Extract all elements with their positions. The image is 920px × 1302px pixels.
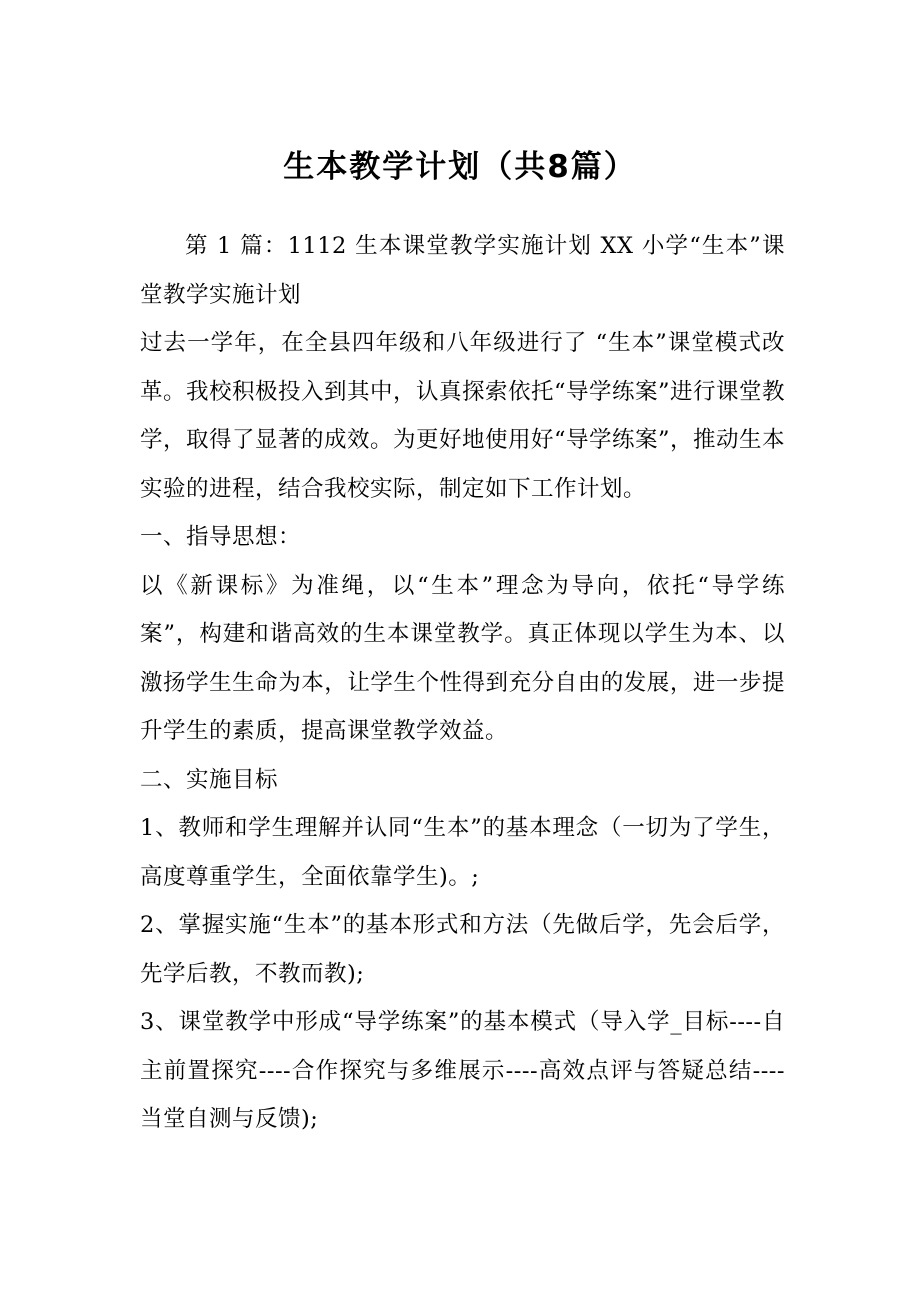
document-title: 生本教学计划（共8篇） — [283, 149, 637, 185]
document-body — [140, 222, 785, 1144]
heading-implementation-goals: 二、实施目标 — [140, 766, 279, 793]
heading-guiding-ideology: 一、指导思想： — [140, 524, 302, 550]
goal-item-1: 1、教师和学生理解并认同“生本”的基本理念（一切为了学生，高度尊重学生，全面依靠学生)。; — [140, 815, 785, 890]
paragraph-intro: 第 1 篇：1112 生本课堂教学实施计划 XX 小学“生本”课堂教学实施计划 — [140, 233, 785, 308]
goal-item-2: 2、掌握实施“生本”的基本形式和方法（先做后学，先会后学，先学后教，不教而教); — [140, 912, 785, 987]
paragraph-guiding-ideology: 以《新课标》为准绳，以“生本”理念为导向，依托“导学练案”，构建和谐高效的生本课堂教学。真正体现以学生为本、以激扬学生生命为本，让学生个性得到充分自由的发展，进一步提升学生的素质，提高课堂教学效益。 — [140, 572, 785, 744]
paragraph-background: 过去一学年，在全县四年级和八年级进行了 “生本”课堂模式改革。我校积极投入到其中，认真探索依托“导学练案”进行课堂教学，取得了显著的成效。为更好地使用好“导学练案”，推动生本实验的进程，结合我校实际，制定如下工作计划。 — [140, 330, 786, 502]
goal-item-3: 3、课堂教学中形成“导学练案”的基本模式（导入学_目标----自主前置探究----合作探究与多维展示----高效点评与答疑总结----当堂自测与反馈); — [140, 1009, 785, 1132]
